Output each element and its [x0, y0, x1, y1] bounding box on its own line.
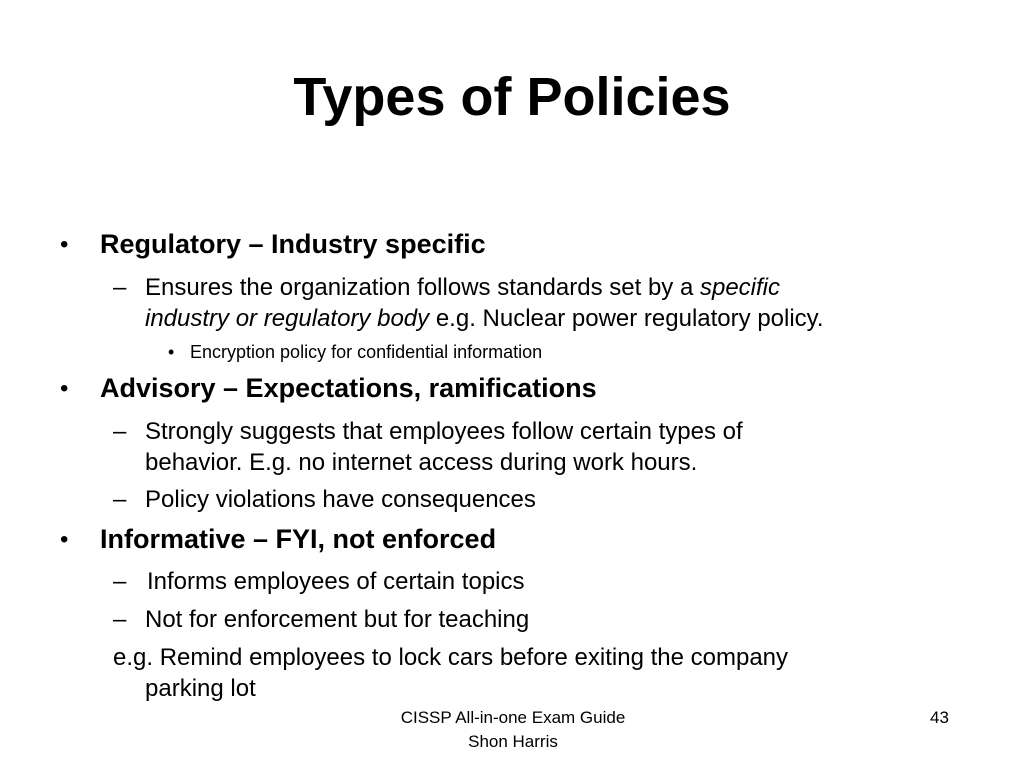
- regulatory-item-text-2: e.g. Nuclear power regulatory policy.: [429, 305, 824, 332]
- regulatory-item-emphasis-2: industry or regulatory body: [145, 305, 430, 332]
- section-heading-regulatory: Regulatory – Industry specific: [100, 229, 486, 259]
- dash-mark: –: [113, 606, 127, 633]
- informative-note-line2: parking lot: [145, 675, 256, 702]
- regulatory-sub-item: Encryption policy for confidential information: [190, 342, 543, 362]
- section-heading-informative: Informative – FYI, not enforced: [100, 524, 497, 554]
- bullet-mark: •: [60, 231, 69, 258]
- slide-footer: [340, 706, 686, 754]
- footer-author: Shon Harris: [468, 732, 558, 751]
- page-number: 43: [930, 708, 949, 727]
- informative-item-teaching: Not for enforcement but for teaching: [145, 606, 530, 633]
- bullet-mark: •: [60, 375, 69, 402]
- regulatory-item-line2: [145, 305, 824, 333]
- advisory-item-consequences: Policy violations have consequences: [145, 486, 536, 513]
- regulatory-item-emphasis: specific: [699, 274, 781, 301]
- dash-mark: –: [113, 418, 127, 445]
- slide-title: Types of Policies: [293, 67, 731, 127]
- informative-note-line1: e.g. Remind employees to lock cars before exiting the company: [113, 644, 789, 671]
- regulatory-item-line1: [145, 274, 780, 302]
- dash-mark: –: [113, 274, 127, 301]
- section-heading-advisory: Advisory – Expectations, ramifications: [100, 373, 597, 403]
- sub-bullet-mark: •: [168, 342, 175, 362]
- advisory-item-line2: behavior. E.g. no internet access during work hours.: [145, 449, 698, 476]
- dash-mark: –: [113, 486, 127, 513]
- dash-mark: –: [113, 568, 127, 595]
- advisory-item-line1: Strongly suggests that employees follow certain types of: [145, 418, 743, 445]
- footer-book-title: CISSP All-in-one Exam Guide: [400, 708, 626, 727]
- bullet-mark: •: [60, 526, 69, 553]
- informative-item-topics: Informs employees of certain topics: [147, 568, 525, 595]
- regulatory-item-text: Ensures the organization follows standards set by a: [145, 274, 700, 301]
